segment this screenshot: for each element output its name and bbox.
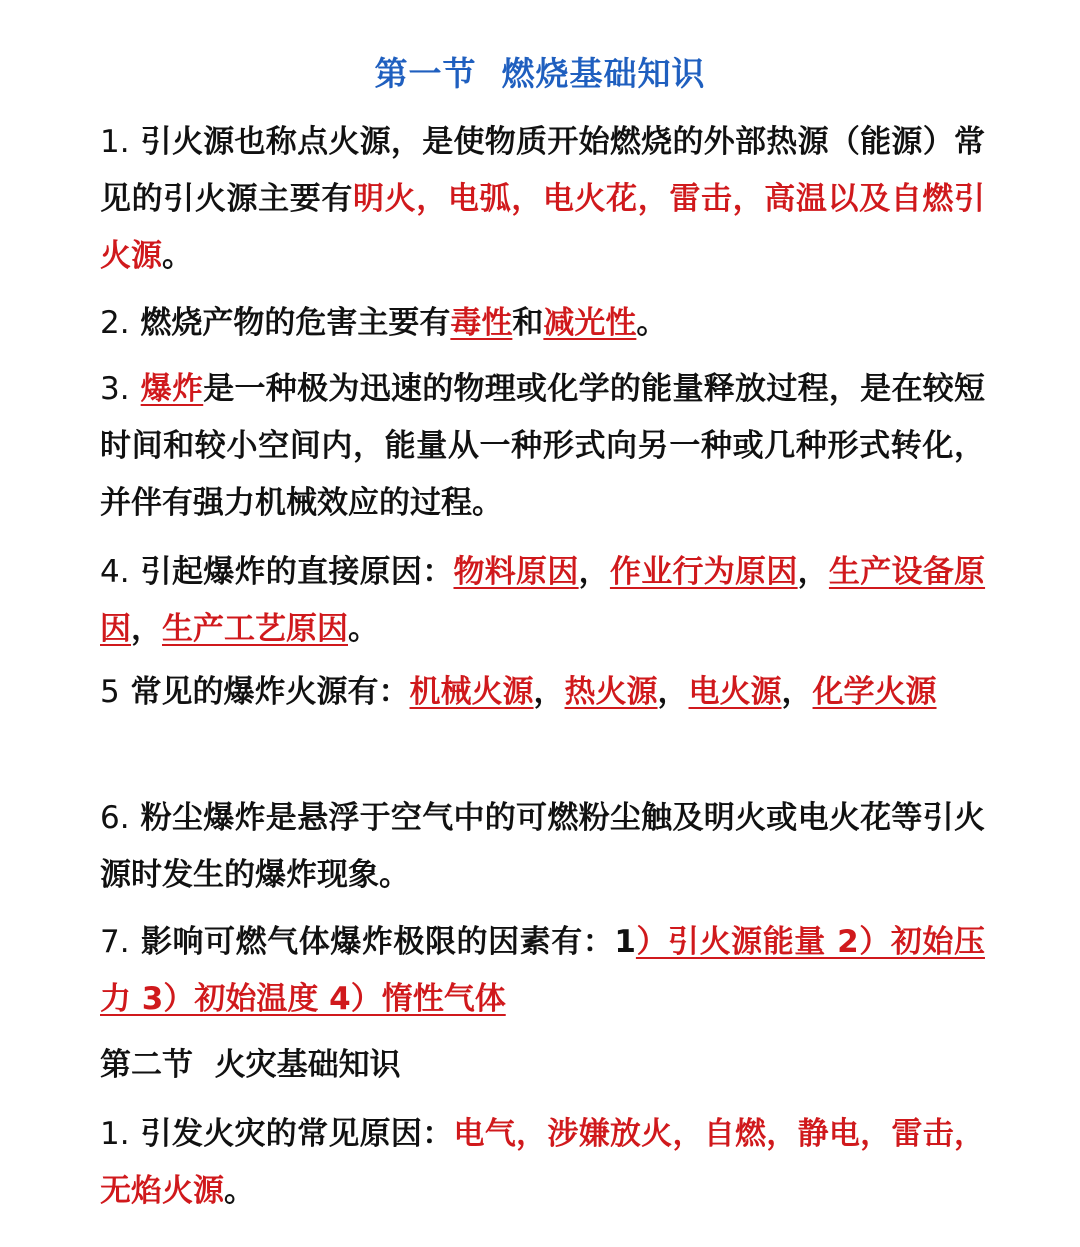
item-2-underline-2: 减光性 bbox=[543, 305, 637, 341]
fire-item-1-text: 引发火灾的常见原因： bbox=[140, 1116, 454, 1152]
section-2-heading bbox=[100, 1037, 401, 1094]
item-4-sep-1: ， bbox=[578, 554, 610, 590]
item-7-text: 影响可燃气体爆炸极限的因素有：1 bbox=[140, 924, 636, 960]
item-4-underline-1: 物料原因 bbox=[453, 554, 579, 590]
item-2-text: 燃烧产物的危害主要有 bbox=[140, 305, 451, 341]
section-1-title: 燃烧基础知识 bbox=[501, 54, 706, 93]
item-1-end: 。 bbox=[162, 238, 193, 274]
item-2-number: 2. bbox=[100, 305, 130, 341]
item-5-underline-3: 电火源 bbox=[688, 674, 782, 710]
item-4-underline-4: 生产工艺原因 bbox=[162, 611, 348, 647]
item-4 bbox=[100, 544, 985, 658]
item-5 bbox=[100, 664, 985, 721]
item-6 bbox=[100, 790, 985, 904]
item-5-number: 5 bbox=[100, 674, 120, 710]
item-5-sep-3: ， bbox=[781, 674, 813, 710]
item-6-number: 6. bbox=[100, 800, 130, 836]
item-2 bbox=[100, 295, 985, 352]
item-2-end: 。 bbox=[636, 305, 668, 341]
fire-item-1-number: 1. bbox=[100, 1116, 130, 1152]
item-4-text: 引起爆炸的直接原因： bbox=[140, 554, 454, 590]
section-1-heading bbox=[0, 48, 1080, 95]
item-4-underline-3: 生产设备原因 bbox=[100, 554, 986, 647]
item-5-underline-1: 机械火源 bbox=[409, 674, 534, 710]
item-5-sep-1: ， bbox=[533, 674, 565, 710]
item-5-underline-4: 化学火源 bbox=[812, 674, 937, 710]
item-4-underline-2: 作业行为原因 bbox=[609, 554, 798, 590]
item-3-text: 是一种极为迅速的物理或化学的能量释放过程，是在较短时间和较小空间内，能量从一种形式向另一种或几种形式转化，并伴有强力机械效应的过程。 bbox=[100, 371, 986, 521]
item-4-sep-2: ， bbox=[797, 554, 829, 590]
fire-item-1 bbox=[100, 1106, 985, 1220]
fire-item-1-highlight: 电气，涉嫌放火，自燃，静电，雷击，无焰火源 bbox=[100, 1116, 986, 1209]
item-1-number: 1. bbox=[100, 124, 130, 160]
item-5-underline-2: 热火源 bbox=[564, 674, 658, 710]
item-1 bbox=[100, 114, 985, 285]
fire-item-1-end: 。 bbox=[224, 1173, 255, 1209]
item-6-text: 粉尘爆炸是悬浮于空气中的可燃粉尘触及明火或电火花等引火源时发生的爆炸现象。 bbox=[100, 800, 985, 893]
item-1-text: 引火源也称点火源，是使物质开始燃烧的外部热源（能源）常见的引火源主要有 bbox=[100, 124, 985, 217]
item-4-number: 4. bbox=[100, 554, 130, 590]
item-7-number: 7. bbox=[100, 924, 130, 960]
section-2-label: 第二节 bbox=[100, 1047, 193, 1083]
item-1-highlight: 明火，电弧，电火花，雷击，高温以及自燃引火源 bbox=[100, 181, 986, 274]
item-3-underline-1: 爆炸 bbox=[140, 371, 204, 407]
section-2-title: 火灾基础知识 bbox=[214, 1047, 401, 1083]
item-4-sep-3: ， bbox=[131, 611, 162, 647]
section-1-label: 第一节 bbox=[374, 54, 477, 93]
item-5-sep-2: ， bbox=[657, 674, 689, 710]
item-3-number: 3. bbox=[100, 371, 130, 407]
item-7 bbox=[100, 914, 985, 1028]
item-2-mid: 和 bbox=[512, 305, 544, 341]
item-3 bbox=[100, 361, 985, 532]
item-7-underline-1: ）引火源能量 2）初始压力 3）初始温度 4）惰性气体 bbox=[100, 924, 985, 1017]
item-2-underline-1: 毒性 bbox=[450, 305, 513, 341]
item-5-text: 常见的爆炸火源有： bbox=[130, 674, 410, 710]
item-4-end: 。 bbox=[348, 611, 379, 647]
